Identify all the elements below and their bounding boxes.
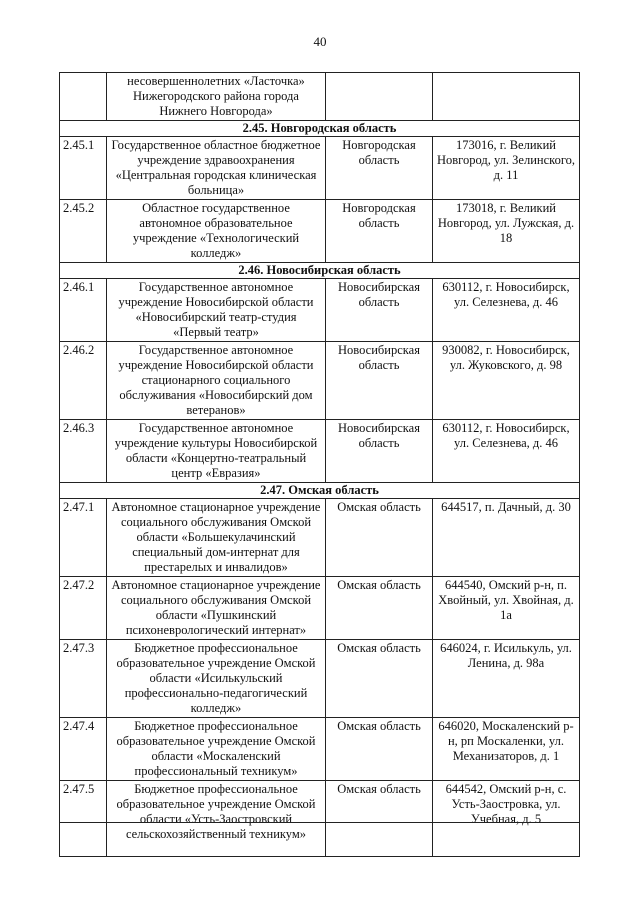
row-number: 2.46.2 <box>60 342 107 420</box>
table-row <box>60 200 580 263</box>
row-address: 646024, г. Исилькуль, ул. Ленина, д. 98а <box>433 640 580 718</box>
row-name: Областное государственное автономное образовательное учреждение «Технологический колледж» <box>107 200 326 263</box>
row-number: 2.46.1 <box>60 279 107 342</box>
row-name: Государственное автономное учреждение Новосибирской области стационарного социального обслуживания «Новосибирский дом ветеранов» <box>107 342 326 420</box>
row-name: Государственное автономное учреждение Новосибирской области «Новосибирский театр-студия «Первый театр» <box>107 279 326 342</box>
row-name: Бюджетное профессиональное образовательное учреждение Омской области «Москаленский профессиональный техникум» <box>107 718 326 781</box>
table-row <box>60 137 580 200</box>
cell-address <box>433 73 580 121</box>
section-title: 2.47. Омская область <box>60 483 580 499</box>
row-address: 644542, Омский р-н, с. Усть-Заостровка, ул. Учебная, д. 5 <box>433 781 580 857</box>
row-address: 173016, г. Великий Новгород, ул. Зелинского, д. 11 <box>433 137 580 200</box>
row-region: Омская область <box>326 640 433 718</box>
table-row <box>60 718 580 781</box>
row-number: 2.47.3 <box>60 640 107 718</box>
section-header <box>60 483 580 499</box>
row-region: Омская область <box>326 577 433 640</box>
row-region: Новосибирская область <box>326 342 433 420</box>
row-region: Новосибирская область <box>326 279 433 342</box>
section-title: 2.45. Новгородская область <box>60 121 580 137</box>
row-name: Автономное стационарное учреждение социального обслуживания Омской области «Большекулачинский специальный дом-интернат для престарелых и инвалидов» <box>107 499 326 577</box>
table-row <box>60 577 580 640</box>
table-row <box>60 640 580 718</box>
bottom-rule <box>59 822 580 823</box>
continuation-row <box>60 73 580 121</box>
row-region: Новгородская область <box>326 137 433 200</box>
row-number: 2.47.1 <box>60 499 107 577</box>
cell-region <box>326 73 433 121</box>
table-row <box>60 279 580 342</box>
cell-name: несовершеннолетних «Ласточка» Нижегородского района города Нижнего Новгорода» <box>107 73 326 121</box>
row-name: Государственное областное бюджетное учреждение здравоохранения «Центральная городская клиническая больница» <box>107 137 326 200</box>
row-address: 646020, Москаленский р-н, рп Москаленки, ул. Механизаторов, д. 1 <box>433 718 580 781</box>
row-number: 2.47.2 <box>60 577 107 640</box>
row-region: Новосибирская область <box>326 420 433 483</box>
section-header <box>60 263 580 279</box>
table-row <box>60 342 580 420</box>
row-name: Автономное стационарное учреждение социального обслуживания Омской области «Пушкинский психоневрологический интернат» <box>107 577 326 640</box>
cell-num <box>60 73 107 121</box>
row-region: Омская область <box>326 499 433 577</box>
row-address: 644517, п. Дачный, д. 30 <box>433 499 580 577</box>
row-number: 2.46.3 <box>60 420 107 483</box>
row-name: Бюджетное профессиональное образовательное учреждение Омской области «Исилькульский профессионально-педагогический колледж» <box>107 640 326 718</box>
row-region: Омская область <box>326 718 433 781</box>
row-region: Новгородская область <box>326 200 433 263</box>
row-number: 2.45.1 <box>60 137 107 200</box>
table-row <box>60 499 580 577</box>
page-number: 40 <box>313 34 327 49</box>
table-row <box>60 420 580 483</box>
row-address: 630112, г. Новосибирск, ул. Селезнева, д. 46 <box>433 420 580 483</box>
row-number: 2.47.4 <box>60 718 107 781</box>
section-header <box>60 121 580 137</box>
row-number: 2.47.5 <box>60 781 107 857</box>
organizations-table <box>59 72 580 857</box>
section-title: 2.46. Новосибирская область <box>60 263 580 279</box>
row-address: 173018, г. Великий Новгород, ул. Лужская, д. 18 <box>433 200 580 263</box>
table-row <box>60 781 580 857</box>
row-address: 630112, г. Новосибирск, ул. Селезнева, д. 46 <box>433 279 580 342</box>
row-region: Омская область <box>326 781 433 857</box>
row-name: Государственное автономное учреждение культуры Новосибирской области «Концертно-театральный центр «Евразия» <box>107 420 326 483</box>
row-name: Бюджетное профессиональное образовательное учреждение Омской области «Усть-Заостровский сельскохозяйственный техникум» <box>107 781 326 857</box>
row-number: 2.45.2 <box>60 200 107 263</box>
row-address: 644540, Омский р-н, п. Хвойный, ул. Хвойная, д. 1а <box>433 577 580 640</box>
row-address: 930082, г. Новосибирск, ул. Жуковского, д. 98 <box>433 342 580 420</box>
